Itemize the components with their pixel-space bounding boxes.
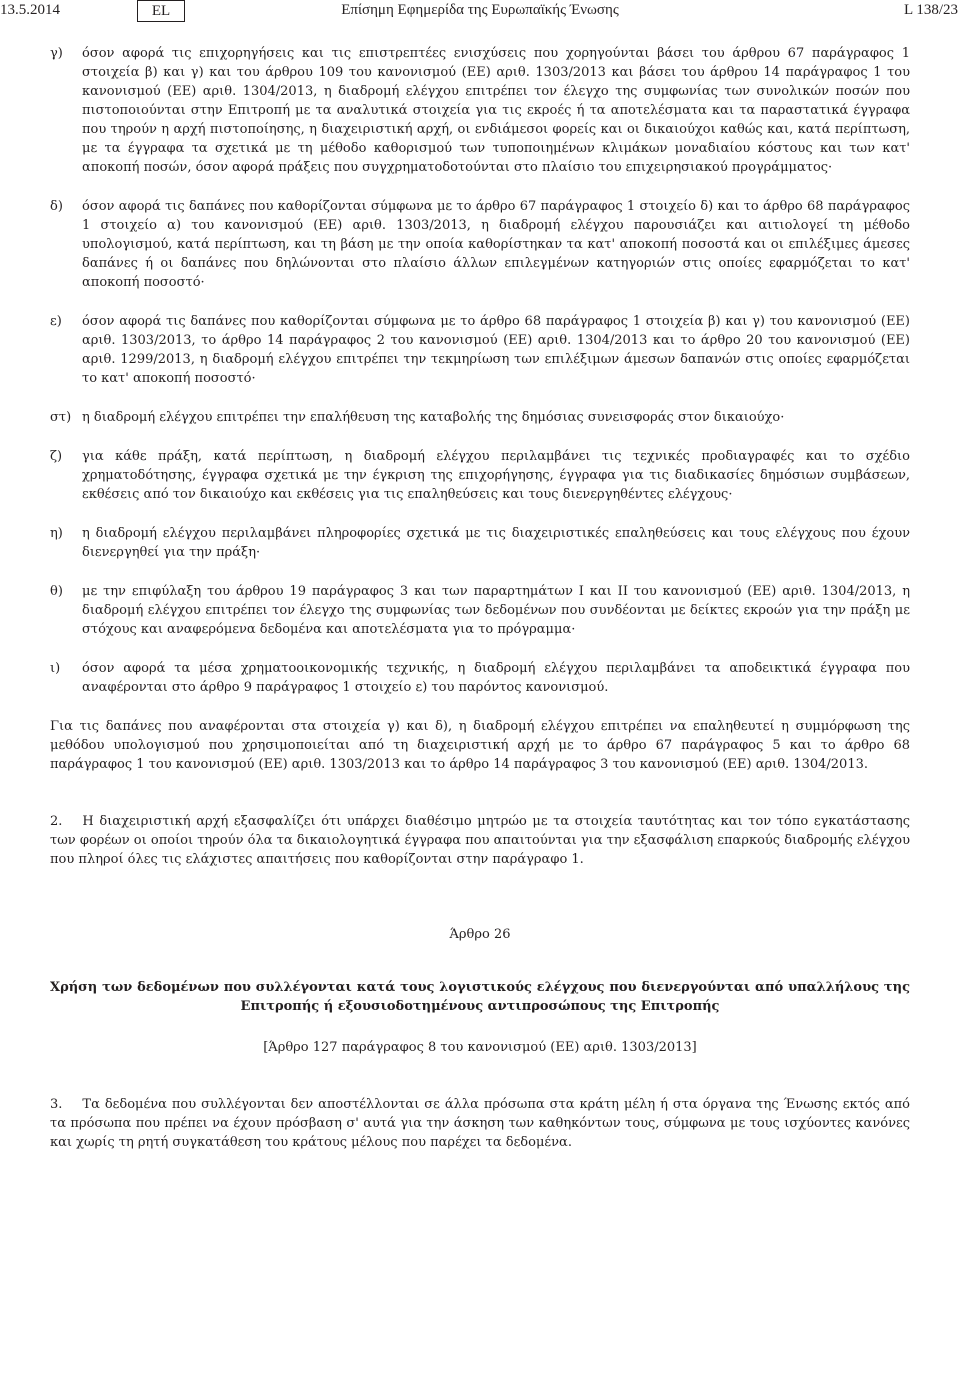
numbered-paragraph <box>50 1095 910 1152</box>
list-item-text: όσον αφορά τις δαπάνες που καθορίζονται σύμφωνα με το άρθρο 67 παράγραφος 1 στοιχείο δ) και το άρθρο 68 παράγραφος 1 στοιχείο α) του κανονισμού (ΕΕ) αριθ. 1303/2013, η διαδρομή ελέγχου παρουσιάζει και αιτιολογεί τη μέθοδο υπολογισμού, κατά περίπτωση, και τη βάση με την οποία καθορίστηκαν τα κατ' αποκοπή ποσοστά και οι επιλέξιμες άμεσες δαπάνες ή οι δαπάνες που δηλώνονται στο πλαίσιο άλλων επιλεγμένων κατηγοριών στις οποίες εφαρμόζεται το κατ' αποκοπή ποσοστό· <box>82 199 910 290</box>
list-item-text: η διαδρομή ελέγχου περιλαμβάνει πληροφορίες σχετικά με τις διαχειριστικές επαληθεύσεις και τους ελέγχους που έχουν διενεργηθεί για την πράξη· <box>82 526 910 560</box>
header-page-number: L 138/23 <box>903 2 958 18</box>
article-title: Χρήση των δεδομένων που συλλέγονται κατά τους λογιστικούς ελέγχους που διενεργούνται από υπαλλήλους της Επιτροπής ή εξουσιοδοτημένους αντιπροσώπους της Επιτροπής <box>50 980 910 1014</box>
list-marker: θ) <box>50 584 63 599</box>
document-body <box>50 44 910 1152</box>
list-item <box>50 197 910 292</box>
list-item-text: για κάθε πράξη, κατά περίπτωση, η διαδρομή ελέγχου περιλαμβάνει τις τεχνικές προδιαγραφές και το σχέδιο χρηματοδότησης, έγγραφα σχετικά με την έγκριση της επιχορήγησης, έγγραφα για τις διαδικασίες δημόσιων συμβάσεων, εκθέσεις από τον δικαιούχο και εκθέσεις για τις επαληθεύσεις και τους διενεργηθέντες ελέγχους· <box>82 449 910 502</box>
list-marker: ε) <box>50 314 62 329</box>
header-date: 13.5.2014 <box>0 2 60 18</box>
list-item <box>50 582 910 639</box>
page-header <box>0 0 960 24</box>
list-marker: στ) <box>50 410 72 425</box>
paragraph-text: Τα δεδομένα που συλλέγονται δεν αποστέλλονται σε άλλα πρόσωπα στα κράτη μέλη ή στα όργανα της Ένωσης εκτός από τα πρόσωπα που πρέπει να έχουν πρόσβαση σ' αυτά για την άσκηση των καθηκόντων τους, σύμφωνα με τους ισχύοντες κανόνες και χωρίς τη ρητή συγκατάθεση του κράτους μέλους που παρέχει τα δεδομένα. <box>50 1097 910 1150</box>
list-item <box>50 659 910 697</box>
header-language-box: EL <box>137 0 185 22</box>
list-item-text: η διαδρομή ελέγχου επιτρέπει την επαλήθευση της καταβολής της δημόσιας συνεισφοράς στον δικαιούχο· <box>82 410 785 425</box>
list-marker: δ) <box>50 199 63 214</box>
list-item <box>50 44 910 177</box>
paragraph-number: 3. <box>50 1097 63 1112</box>
list-item-text: με την επιφύλαξη του άρθρου 19 παράγραφος 3 και των παραρτημάτων Ι και ΙΙ του κανονισμού (ΕΕ) αριθ. 1304/2013, η διαδρομή ελέγχου επιτρέπει τον έλεγχο της συμφωνίας των δεδομένων που συνδέονται με δείκτες εκροών για την πράξη με στόχους και αναφερόμενα δεδομένα και αποτελέσματα για το πρόγραμμα· <box>82 584 910 637</box>
list-item-text: όσον αφορά τα μέσα χρηματοοικονομικής τεχνικής, η διαδρομή ελέγχου περιλαμβάνει τα αποδεικτικά έγγραφα που αναφέρονται στο άρθρο 9 παράγραφος 1 στοιχείο ε) του παρόντος κανονισμού. <box>82 661 910 695</box>
list-marker: η) <box>50 526 63 541</box>
list-item-text: όσον αφορά τις επιχορηγήσεις και τις επιστρεπτέες ενισχύσεις που χορηγούνται βάσει του άρθρου 67 παράγραφος 1 στοιχεία β) και γ) και του άρθρου 109 του κανονισμού (ΕΕ) αριθ. 1303/2013 και βάσει του άρθρου 14 παράγραφος 1 του κανονισμού (ΕΕ) αριθ. 1304/2013, η διαδρομή ελέγχου επιτρέπει τον έλεγχο της συμφωνίας των συνολικών ποσών που πιστοποιούνται στην Επιτροπή με τα αναλυτικά στοιχεία για τις εκροές ή τα αποτελέσματα και τα παραστατικά έγγραφα που τηρούν η αρχή πιστοποίησης, η διαχειριστική αρχή, οι ενδιάμεσοι φορείς και οι δικαιούχοι καθώς και, κατά περίπτωση, με τα έγγραφα τα σχετικά με τη μέθοδο καθορισμού των τυποποιημένων κλιμάκων μοναδιαίου κόστους και των κατ' αποκοπή ποσών, όσον αφορά πράξεις που συγχρηματοδοτούνται στο πλαίσιο του επιχειρησιακού προγράμματος· <box>82 46 910 175</box>
paragraph-number: 2. <box>50 814 63 829</box>
list-marker: ζ) <box>50 449 63 464</box>
list-item <box>50 447 910 504</box>
list-item-text: όσον αφορά τις δαπάνες που καθορίζονται σύμφωνα με το άρθρο 68 παράγραφος 1 στοιχεία β) και γ) του κανονισμού (ΕΕ) αριθ. 1303/2013, το άρθρο 14 παράγραφος 2 του κανονισμού (ΕΕ) αριθ. 1304/2013 και το άρθρο 20 του κανονισμού (ΕΕ) αριθ. 1299/2013, η διαδρομή ελέγχου επιτρέπει την τεκμηρίωση των επιλέξιμων άμεσων δαπανών στις οποίες εφαρμόζεται το κατ' αποκοπή ποσοστό· <box>82 314 910 386</box>
article-reference: [Άρθρο 127 παράγραφος 8 του κανονισμού (ΕΕ) αριθ. 1303/2013] <box>263 1040 697 1055</box>
list-item <box>50 524 910 562</box>
paragraph-text: Η διαχειριστική αρχή εξασφαλίζει ότι υπάρχει διαθέσιμο μητρώο με τα στοιχεία ταυτότητας και τον τόπο εγκατάστασης των φορέων οι οποίοι τηρούν όλα τα δικαιολογητικά έγγραφα που απαιτούνται για την εξασφάλιση επαρκούς διαδρομής ελέγχου που πληροί όλες τις ελάχιστες απαιτήσεις που καθορίζονται στην παράγραφο 1. <box>50 814 910 867</box>
article-number: Άρθρο 26 <box>449 927 511 942</box>
numbered-paragraph <box>50 812 910 869</box>
list-item <box>50 408 910 427</box>
closing-paragraph: Για τις δαπάνες που αναφέρονται στα στοιχεία γ) και δ), η διαδρομή ελέγχου επιτρέπει να επαληθευτεί η συμμόρφωση της μεθόδου υπολογισμού που χρησιμοποιείται από τη διαχειριστική αρχή με το άρθρο 67 παράγραφος 5 και το άρθρο 68 παράγραφος 1 του κανονισμού (ΕΕ) αριθ. 1303/2013 και το άρθρο 14 παράγραφος 3 του κανονισμού (ΕΕ) αριθ. 1304/2013. <box>50 719 910 772</box>
list-marker: γ) <box>50 46 63 61</box>
list-marker: ι) <box>50 661 61 676</box>
list-item <box>50 312 910 388</box>
header-journal-title: Επίσημη Εφημερίδα της Ευρωπαϊκής Ένωσης <box>341 2 619 18</box>
